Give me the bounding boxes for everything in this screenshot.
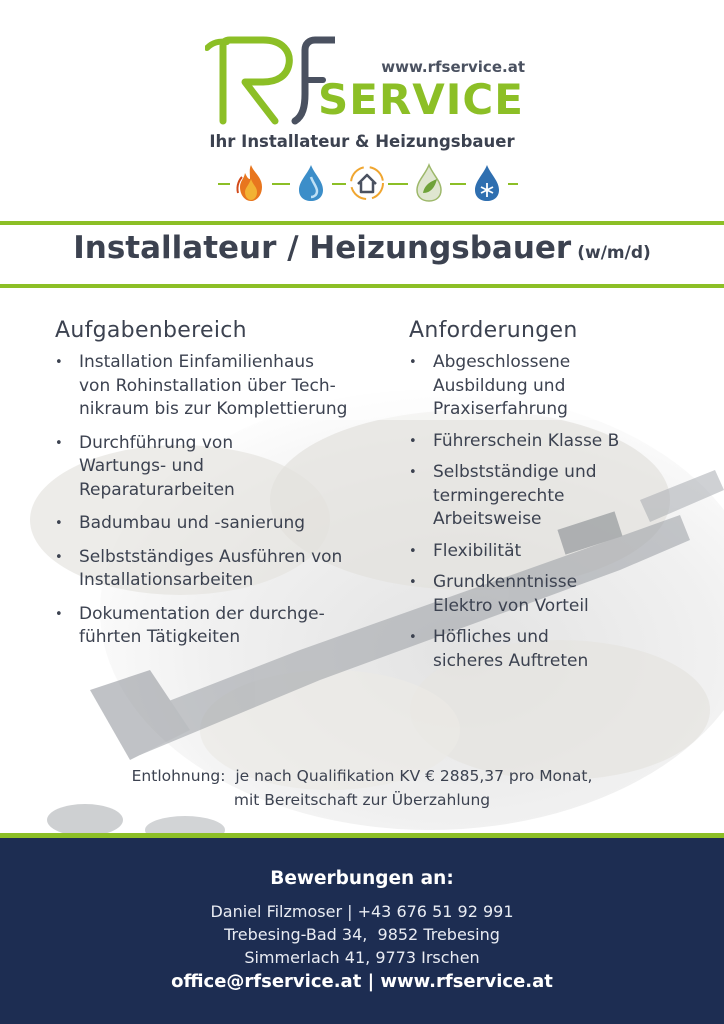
- job-title-suffix: (w/m/d): [577, 243, 651, 263]
- list-item: • Selbstständiges Ausführen von Installationsarbeiten: [55, 546, 400, 593]
- logo-url[interactable]: www.rfservice.at: [381, 58, 525, 76]
- list-item: • Flexibilität: [409, 540, 699, 564]
- email-web-link[interactable]: office@rfservice.at | www.rfservice.at: [171, 971, 553, 992]
- list-item: • Grundkenntnisse Elektro von Vorteil: [409, 571, 699, 618]
- salary-line-2: mit Bereitschaft zur Überzahlung: [233, 791, 491, 809]
- tagline: Ihr Installateur & Heizungsbauer: [209, 132, 515, 151]
- tasks-section: [55, 318, 400, 660]
- trade-icons-row: [218, 160, 518, 206]
- list-item: • Dokumentation der durchge- führten Tätigkeiten: [55, 603, 400, 650]
- tasks-heading: Aufgabenbereich: [55, 318, 247, 343]
- tasks-list: [55, 351, 400, 650]
- requirements-list: [409, 351, 699, 673]
- rf-monogram: [205, 36, 335, 128]
- house-icon: [346, 162, 388, 204]
- salary-info: [0, 764, 724, 812]
- list-item: • Installation Einfamilienhaus von Rohinstallation über Tech- nikraum bis zur Komplettierung: [55, 351, 400, 422]
- salary-line-1: Entlohnung: je nach Qualifikation KV € 2885,37 pro Monat,: [131, 767, 593, 785]
- job-title-main: Installateur / Heizungsbauer: [73, 230, 572, 266]
- company-logo: [205, 36, 525, 128]
- address-line-1: Trebesing-Bad 34, 9852 Trebesing: [224, 925, 500, 944]
- leaf-drop-icon: [408, 162, 450, 204]
- address-line-2: Simmerlach 41, 9773 Irschen: [244, 948, 480, 967]
- title-bottom-line: [0, 284, 724, 288]
- contact-footer: [0, 838, 724, 1024]
- list-item: • Durchführung von Wartungs- und Reparaturarbeiten: [55, 432, 400, 503]
- fire-icon: [230, 162, 272, 204]
- job-title: [0, 230, 724, 266]
- list-item: • Höfliches und sicheres Auftreten: [409, 626, 699, 673]
- list-item: • Badumbau und -sanierung: [55, 512, 400, 536]
- water-drop-icon: [290, 162, 332, 204]
- list-item: • Selbstständige und termingerechte Arbeitsweise: [409, 461, 699, 532]
- title-top-line: [0, 221, 724, 225]
- requirements-section: [409, 318, 699, 681]
- list-item: • Abgeschlossene Ausbildung und Praxiserfahrung: [409, 351, 699, 422]
- requirements-heading: Anforderungen: [409, 318, 578, 343]
- apply-heading: Bewerbungen an:: [270, 868, 454, 889]
- logo-service-text: SERVICE: [318, 75, 524, 124]
- list-item: • Führerschein Klasse B: [409, 430, 699, 454]
- contact-name-phone[interactable]: Daniel Filzmoser | +43 676 51 92 991: [210, 902, 514, 921]
- snowflake-drop-icon: [466, 162, 508, 204]
